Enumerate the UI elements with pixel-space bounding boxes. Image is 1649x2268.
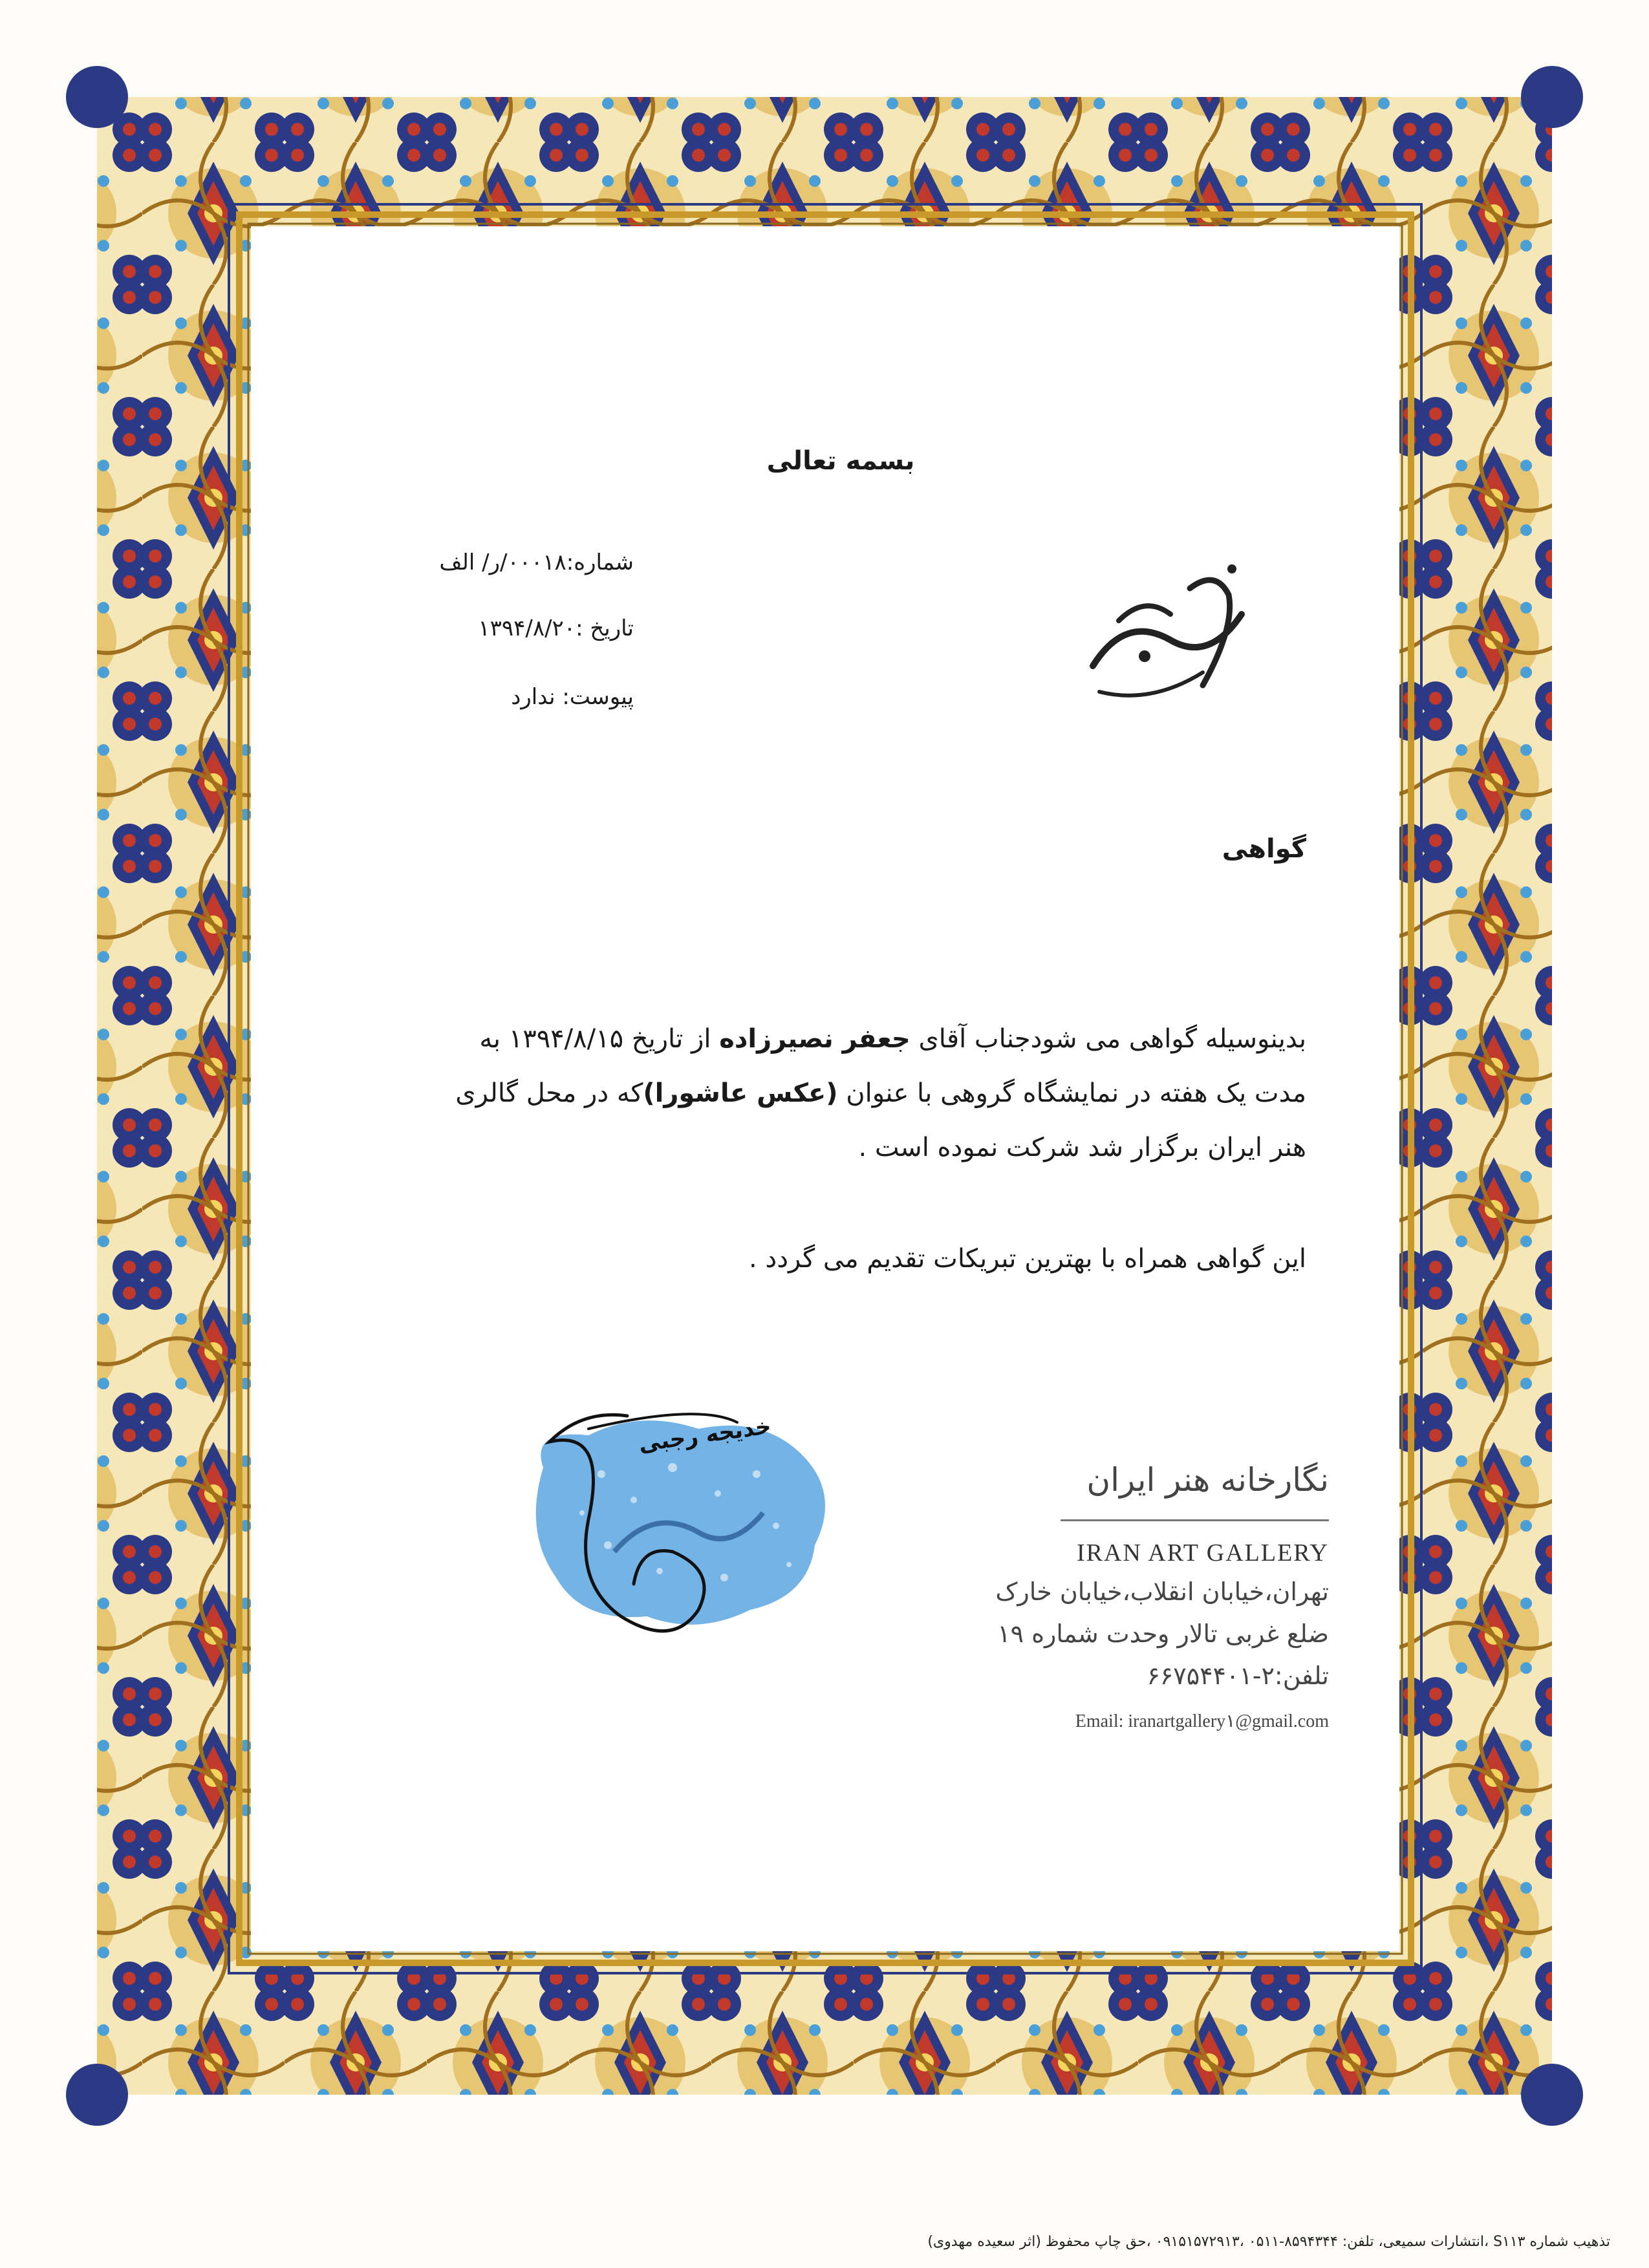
certificate-title: گواهی bbox=[1222, 834, 1306, 864]
letter-number: شماره:۰۰۰۱۸/ر/ الف bbox=[439, 550, 634, 575]
invocation: بسمه تعالی bbox=[766, 446, 915, 476]
gallery-phone: تلفن:۲-۶۶۷۵۴۴۰۱ bbox=[1147, 1662, 1329, 1690]
gallery-email: Email: iranartgallery١@gmail.com bbox=[1075, 1711, 1329, 1731]
closing-line: این گواهی همراه با بهترین تبریکات تقدیم می گردد . bbox=[748, 1244, 1306, 1274]
gallery-name-en: IRAN ART GALLERY bbox=[1076, 1539, 1329, 1567]
recipient-name: جعفر نصیرزاده bbox=[719, 1024, 911, 1054]
gallery-divider bbox=[1061, 1519, 1329, 1521]
exhibition-title: (عکس عاشورا) bbox=[643, 1078, 838, 1108]
gallery-logo bbox=[1073, 543, 1267, 724]
gallery-address-1: تهران،خیابان انقلاب،خیابان خارک bbox=[995, 1578, 1329, 1606]
signature-name: خدیجه رجبی bbox=[637, 1413, 773, 1458]
body-line-1: بدینوسیله گواهی می شودجناب آقای جعفر نصیرزاده از تاریخ ۱۳۹۴/۸/۱۵ به bbox=[479, 1024, 1306, 1054]
body-line-2: مدت یک هفته در نمایشگاه گروهی با عنوان (عکس عاشورا)که در محل گالری bbox=[455, 1078, 1306, 1108]
gallery-name-fa: نگارخانه هنر ایران bbox=[1086, 1461, 1329, 1499]
gallery-address-2: ضلع غربی تالار وحدت شماره ۱۹ bbox=[997, 1620, 1329, 1648]
printer-note: تذهیب شماره S۱۱۳ ،انتشارات سمیعی، تلفن: ۸۵۹۴۳۴۴-۰۵۱۱ ،۰۹۱۵۱۵۷۲۹۱۳ ،حق چاپ محفوظ (اثر سعیده مهدوی) bbox=[927, 2234, 1610, 2250]
letter-date: تاریخ :۱۳۹۴/۸/۲۰ bbox=[478, 615, 634, 641]
certificate-body bbox=[343, 1012, 1306, 1175]
letter-attachment: پیوست: ندارد bbox=[511, 684, 634, 710]
body-line-3: هنر ایران برگزار شد شرکت نموده است . bbox=[858, 1133, 1306, 1162]
